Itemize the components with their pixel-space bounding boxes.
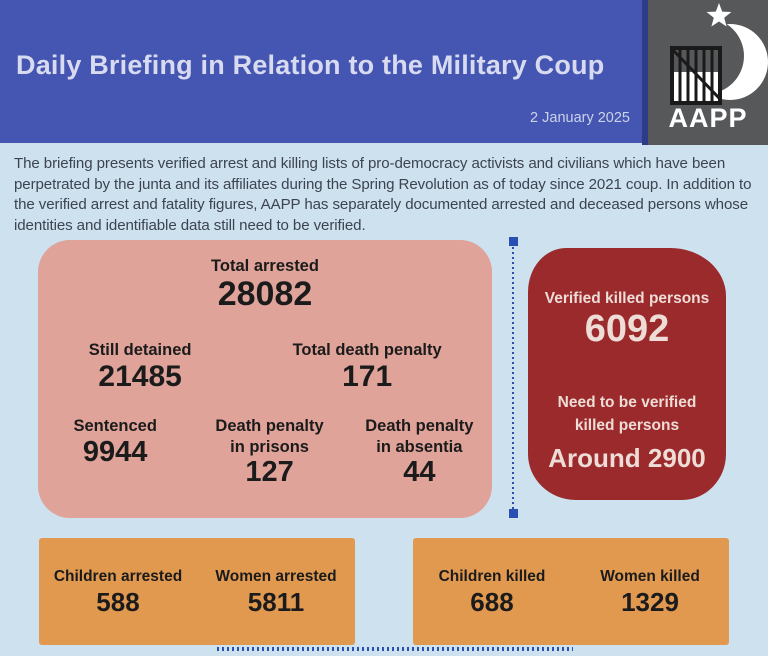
stat-label: Women killed bbox=[600, 568, 700, 586]
intro-paragraph: The briefing presents verified arrest and killing lists of pro-democracy activists and civilians which have been perpetrated by the junta and its affiliates during the Spring Revolution as of today since 2021 coup. In addition to the verified arrest and fatality figures, AAPP has separately documented arrested and deceased persons whose identities and identifiable data still need to be verified. bbox=[14, 155, 752, 234]
star-icon bbox=[707, 3, 732, 27]
briefing-date: 2 January 2025 bbox=[530, 110, 630, 126]
stat-value: 127 bbox=[245, 456, 294, 489]
stat-label: Death penalty in absentia bbox=[365, 417, 474, 456]
stat-label: Women arrested bbox=[215, 568, 337, 586]
stat-label: Total arrested bbox=[211, 257, 319, 275]
stat-death-penalty-absentia bbox=[347, 416, 492, 488]
bottom-dotted-line bbox=[217, 647, 573, 651]
logo-text: AAPP bbox=[668, 103, 748, 133]
stat-value: 44 bbox=[403, 456, 436, 489]
arrested-highlight-box bbox=[39, 538, 355, 645]
stat-value: 9944 bbox=[82, 435, 148, 468]
stat-label: Need to be verified killed persons bbox=[557, 394, 697, 434]
stat-value: 171 bbox=[342, 359, 393, 393]
stat-value: Around 2900 bbox=[548, 443, 706, 474]
separator-dotted-line bbox=[512, 242, 514, 513]
aapp-logo bbox=[642, 0, 768, 145]
killed-stats-box bbox=[528, 248, 726, 500]
stat-label: Children killed bbox=[438, 568, 546, 586]
stat-total-death-penalty bbox=[242, 340, 492, 392]
stat-death-penalty-prisons bbox=[192, 416, 346, 488]
stat-value: 1329 bbox=[621, 586, 679, 617]
stat-total-arrested bbox=[211, 256, 319, 312]
stat-label: Still detained bbox=[88, 341, 192, 359]
stat-label: Total death penalty bbox=[292, 341, 442, 359]
vertical-dotted-separator bbox=[508, 237, 518, 518]
prison-bars-icon bbox=[672, 48, 720, 103]
stat-still-detained bbox=[38, 340, 242, 392]
stat-label: Verified killed persons bbox=[544, 290, 710, 307]
arrest-stats-box bbox=[38, 240, 492, 518]
stat-children-arrested bbox=[39, 567, 197, 616]
stat-label: Death penalty in prisons bbox=[215, 417, 324, 456]
stat-label: Children arrested bbox=[53, 568, 183, 586]
stat-value: 21485 bbox=[98, 359, 182, 393]
stat-label: Sentenced bbox=[73, 417, 157, 435]
stat-value: 688 bbox=[470, 586, 514, 617]
killed-highlight-box bbox=[413, 538, 729, 645]
stat-value: 28082 bbox=[217, 274, 313, 313]
stat-women-arrested bbox=[197, 567, 355, 616]
stat-children-killed bbox=[413, 567, 571, 616]
page-title: Daily Briefing in Relation to the Military Coup bbox=[16, 50, 605, 80]
separator-cap-bottom bbox=[509, 509, 518, 518]
arrest-stats-row-1 bbox=[38, 256, 492, 312]
stat-sentenced bbox=[38, 416, 192, 488]
arrest-stats-row-3 bbox=[38, 416, 492, 488]
stat-value: 588 bbox=[96, 586, 140, 617]
stat-value: 5811 bbox=[247, 586, 305, 617]
stat-women-killed bbox=[571, 567, 729, 616]
arrest-stats-row-2 bbox=[38, 340, 492, 392]
stat-value: 6092 bbox=[584, 308, 670, 351]
